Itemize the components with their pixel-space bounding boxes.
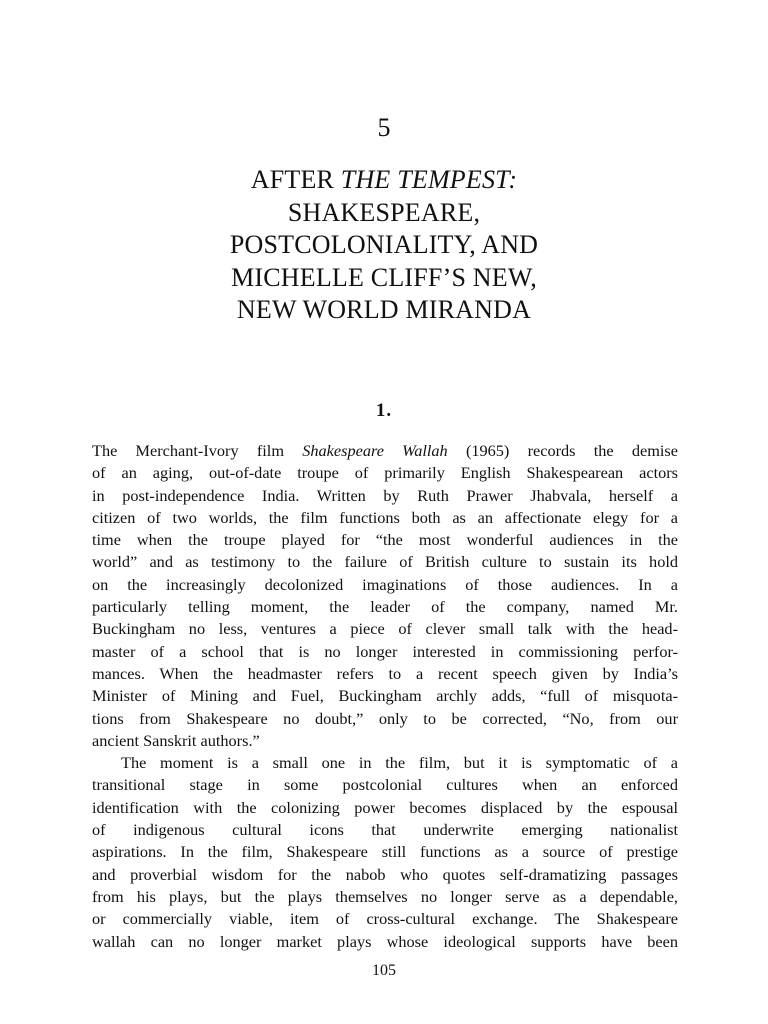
text-run: (1965) records the demise [447, 441, 678, 460]
paragraph-1-line: mances. When the headmaster refers to a recent speech given by India’s [92, 663, 678, 683]
paragraph-2-line: The moment is a small one in the film, but it is symptomatic of a [121, 753, 678, 773]
chapter-title-line: SHAKESPEARE, [287, 197, 481, 227]
chapter-title-line [0, 164, 768, 197]
chapter-title-line: MICHELLE CLIFF’S NEW, [231, 262, 537, 292]
paragraph-1-line: master of a school that is no longer interested in commissioning perfor- [92, 641, 678, 661]
chapter-title-prefix: AFTER [250, 165, 341, 194]
paragraph-1-line: Buckingham no less, ventures a piece of clever small talk with the head- [92, 619, 678, 639]
paragraph-2-line: of indigenous cultural icons that underwrite emerging nationalist [92, 820, 678, 840]
paragraph-1-line: citizen of two worlds, the film functions both as an affectionate elegy for a [92, 507, 678, 527]
paragraph-1-line: time when the troupe played for “the most wonderful audiences in the [92, 530, 678, 550]
chapter-title-italic: THE TEMPEST: [340, 165, 518, 194]
paragraph-2-line: wallah can no longer market plays whose ideological supports have been [92, 931, 678, 951]
body-text [92, 440, 678, 953]
chapter-title-line: POSTCOLONIALITY, AND [229, 230, 539, 259]
paragraph-2-line: transitional stage in some postcolonial cultures when an enforced [92, 775, 678, 795]
page-number: 105 [372, 962, 396, 979]
paragraph-1-line: Minister of Mining and Fuel, Buckingham archly adds, “full of misquota- [92, 686, 678, 706]
paragraph-1-line: ancient Sanskrit authors.” [92, 730, 260, 750]
paragraph-1-line [92, 440, 678, 462]
paragraph-1-line: of an aging, out-of-date troupe of primarily English Shakespearean actors [92, 463, 678, 483]
chapter-title-line: NEW WORLD MIRANDA [236, 295, 532, 324]
paragraph-2-line: aspirations. In the film, Shakespeare still functions as a source of prestige [92, 842, 678, 862]
chapter-number: 5 [377, 113, 391, 142]
paragraph-1-line: particularly telling moment, the leader of the company, named Mr. [92, 597, 678, 617]
paragraph-1-line: in post-independence India. Written by Ruth Prawer Jhabvala, herself a [92, 485, 678, 505]
paragraph-1-line: on the increasingly decolonized imaginations of those audiences. In a [92, 574, 678, 594]
chapter-title [0, 164, 768, 327]
paragraph-2-line: from his plays, but the plays themselves no longer serve as a dependable, [92, 886, 678, 906]
paragraph-1-line: tions from Shakespeare no doubt,” only to be corrected, “No, from our [92, 708, 678, 728]
film-title: Shakespeare Wallah [302, 441, 448, 460]
paragraph-2-line: or commercially viable, item of cross-cultural exchange. The Shakespeare [92, 909, 678, 929]
paragraph-2-line: identification with the colonizing power becomes displaced by the espousal [92, 797, 678, 817]
paragraph-1-line: world” and as testimony to the failure of British culture to sustain its hold [92, 552, 678, 572]
text-run: The Merchant-Ivory film [92, 441, 303, 460]
section-number: 1. [375, 400, 393, 421]
paragraph-2-line: and proverbial wisdom for the nabob who quotes self-dramatizing passages [92, 864, 678, 884]
